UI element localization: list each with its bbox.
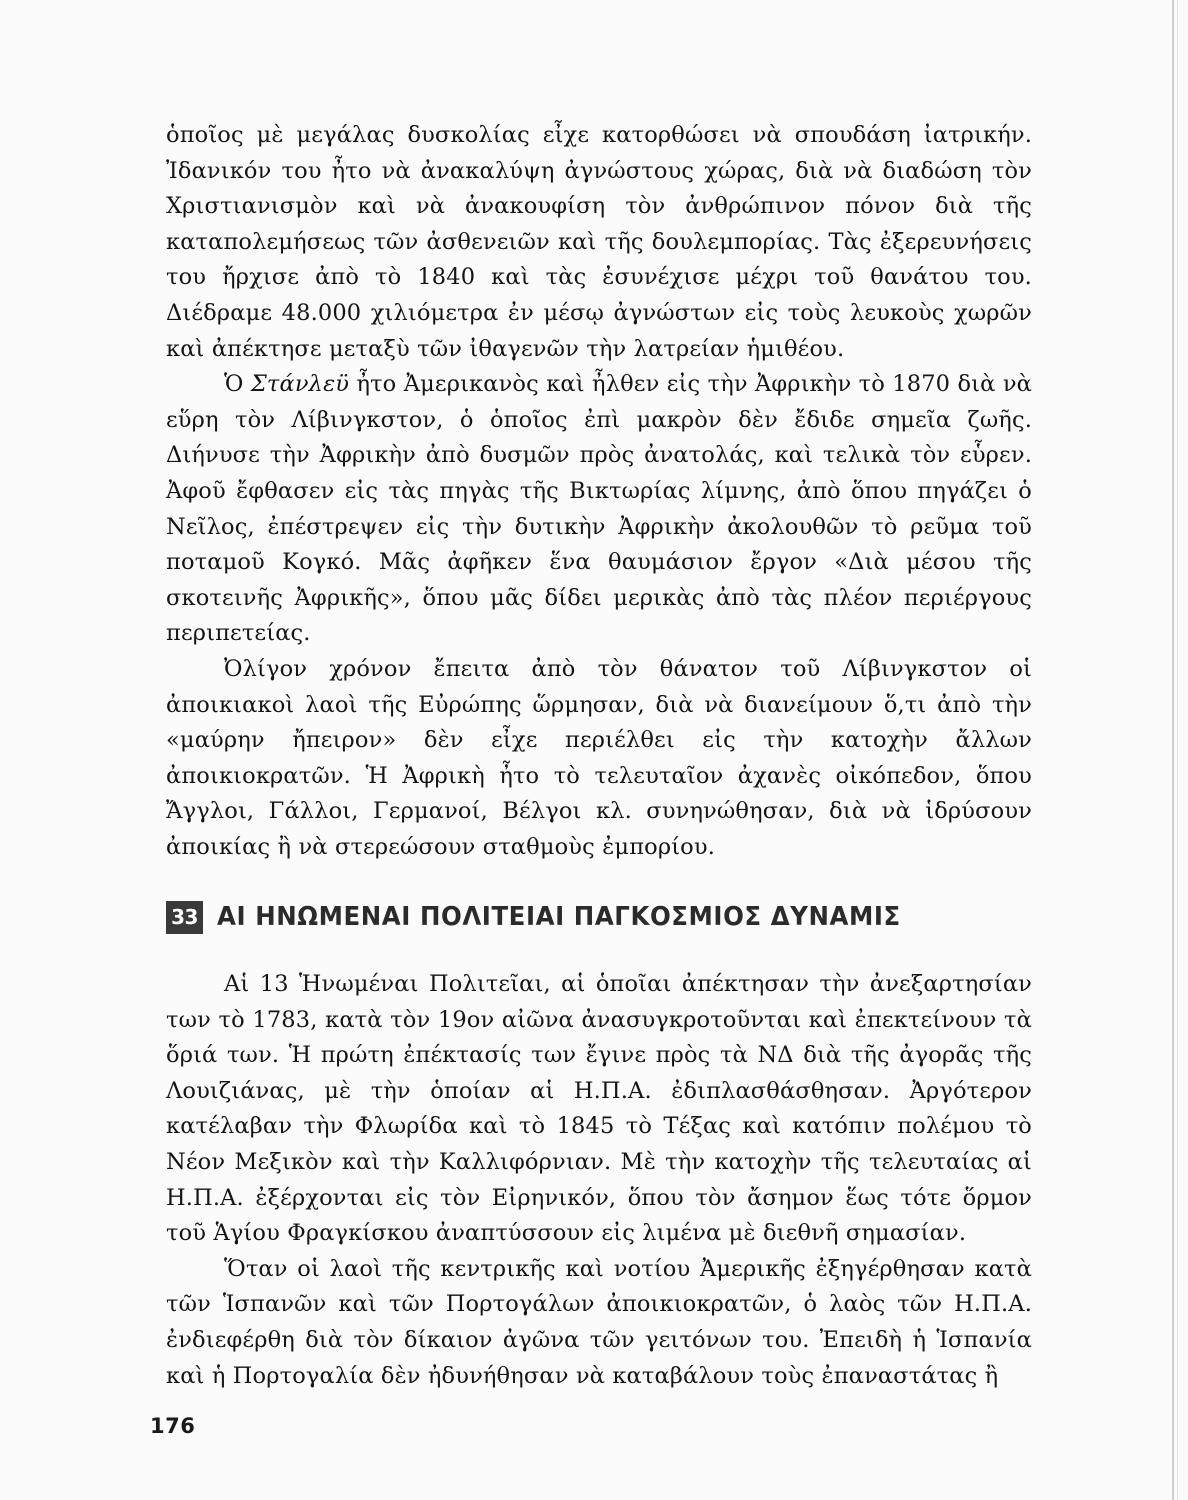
paragraph-livingstone: ὁποῖος μὲ μεγάλας δυσκολίας εἶχε κατορθώσει νὰ σπουδάση ἰατρικήν. Ἰδανικόν του ἦτο νὰ ἀνακαλύψη ἀγνώστους χώρας, διὰ νὰ διαδώση τὸν Χριστιανισμὸν καὶ νὰ ἀνακουφίση τὸν ἀνθρώπινον πόνον διὰ τῆς καταπολεμήσεως τῶν ἀσθενειῶν καὶ τῆς δουλεμπορίας. Τὰς ἐξερευνήσεις του ἤρχισε ἀπὸ τὸ 1840 καὶ τὰς ἐσυνέχισε μέχρι τοῦ θανάτου του. Διέδραμε 48.000 χιλιόμετρα ἐν μέσῳ ἀγνώστων εἰς τοὺς λευκοὺς χωρῶν καὶ ἀπέκτησε μεταξὺ τῶν ἰθαγενῶν τὴν λατρείαν ἡμιθέου. bbox=[166, 122, 1032, 362]
paragraph-us-expansion: Αἱ 13 Ἡνωμέναι Πολιτεῖαι, αἱ ὁποῖαι ἀπέκτησαν τὴν ἀνεξαρτησίαν των τὸ 1783, κατὰ τὸν 19ον αἰῶνα ἀνασυγκροτοῦνται καὶ ἐπεκτείνουν τὰ ὅριά των. Ἡ πρώτη ἐπέκτασίς των ἔγινε πρὸς τὰ ΝΔ διὰ τῆς ἀγορᾶς τῆς Λουιζιάνας, μὲ τὴν ὁποίαν αἱ Η.Π.Α. ἐδιπλασθάσθησαν. Ἀργότερον κατέλαβαν τὴν Φλωρίδα καὶ τὸ 1845 τὸ Τέξας καὶ κατόπιν πολέμου τὸ Νέον Μεξικὸν καὶ τὴν Καλλιφόρνιαν. Μὲ τὴν κατοχὴν τῆς τελευταίας αἱ Η.Π.Α. ἐξέρχονται εἰς τὸν Εἰρηνικόν, ὅπου τὸν ἄσημον ἕως τότε ὅρμον τοῦ Ἁγίου Φραγκίσκου ἀναπτύσσουν εἰς λιμένα μὲ διεθνῆ σημασίαν. bbox=[166, 971, 1032, 1247]
stanley-name: Στάνλεϋ bbox=[250, 371, 350, 398]
stanley-body: ἦτο Ἀμερικανὸς καὶ ἦλθεν εἰς τὴν Ἀφρικὴν τὸ 1870 διὰ νὰ εὕρη τὸν Λίβινγκστον, ὁ ὁποῖος ἐπὶ μακρὸν δὲν ἔδιδε σημεῖα ζωῆς. Διήνυσε τὴν Ἀφρικὴν ἀπὸ δυσμῶν πρὸς ἀνατολάς, καὶ τελικὰ τὸν εὗρεν. Ἀφοῦ ἔφθασεν εἰς τὰς πηγὰς τῆς Βικτωρίας λίμνης, ἀπὸ ὅπου πηγάζει ὁ Νεῖλος, ἐπέστρεψεν εἰς τὴν δυτικὴν Ἀφρικὴν ἀκολουθῶν τὸ ρεῦμα τοῦ ποταμοῦ Κογκό. Μᾶς ἀφῆκεν ἕνα θαυμάσιον ἔργον «Διὰ μέσου τῆς σκοτεινῆς Ἀφρικῆς», ὅπου μᾶς δίδει μερικὰς ἀπὸ τὰς πλέον περιέργους περιπετείας. bbox=[166, 371, 1032, 647]
section-title: ΑΙ ΗΝΩΜΕΝΑΙ ΠΟΛΙΤΕΙΑΙ ΠΑΓΚΟΣΜΙΟΣ ΔΥΝΑΜΙΣ bbox=[217, 902, 901, 932]
section-text-block bbox=[166, 967, 1032, 1394]
paragraph-stanley bbox=[166, 367, 1032, 652]
top-text-block bbox=[166, 118, 1032, 865]
paragraph-latin-america: Ὅταν οἱ λαοὶ τῆς κεντρικῆς καὶ νοτίου Ἀμερικῆς ἐξηγέρθησαν κατὰ τῶν Ἱσπανῶν καὶ τῶν Πορτογάλων ἀποικιοκρατῶν, ὁ λαὸς τῶν Η.Π.Α. ἐνδιεφέρθη διὰ τὸν δίκαιον ἀγῶνα τῶν γειτόνων του. Ἐπειδὴ ἡ Ἱσπανία καὶ ἡ Πορτογαλία δὲν ἠδυνήθησαν νὰ καταβάλουν τοὺς ἐπαναστάτας ἢ bbox=[166, 1255, 1032, 1389]
page-edge-line bbox=[1172, 0, 1174, 1500]
section-number-badge: 33 bbox=[166, 901, 203, 934]
page-number: 176 bbox=[150, 1414, 196, 1438]
page-edge-line-secondary bbox=[1177, 0, 1178, 1500]
stanley-lead: Ὁ bbox=[224, 371, 251, 398]
paragraph-colonial-powers: Ὀλίγον χρόνον ἔπειτα ἀπὸ τὸν θάνατον τοῦ Λίβινγκστον οἱ ἀποικιακοὶ λαοὶ τῆς Εὐρώπης ὥρμησαν, διὰ νὰ διανείμουν ὅ,τι ἀπὸ τὴν «μαύρην ἤπειρον» δὲν εἶχε περιέλθει εἰς τὴν κατοχὴν ἄλλων ἀποικιοκρατῶν. Ἡ Ἀφρικὴ ἦτο τὸ τελευταῖον ἀχανὲς οἰκόπεδον, ὅπου Ἄγγλοι, Γάλλοι, Γερμανοί, Βέλγοι κλ. συνηνώθησαν, διὰ νὰ ἱδρύσουν ἀποικίας ἢ νὰ στερεώσουν σταθμοὺς ἐμπορίου. bbox=[166, 655, 1032, 860]
section-heading bbox=[166, 896, 1032, 938]
